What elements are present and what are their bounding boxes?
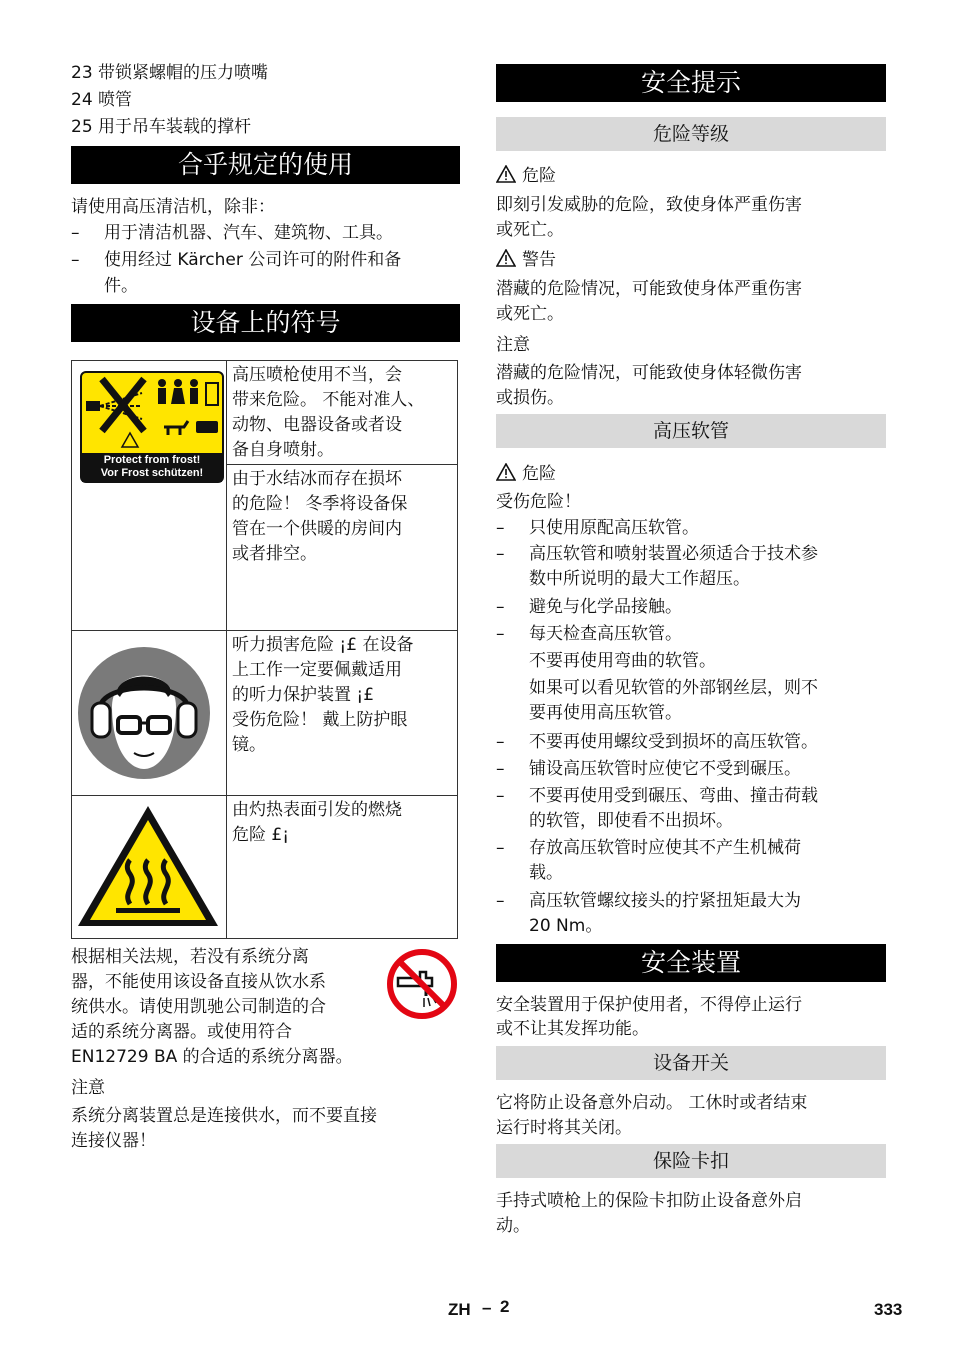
warning-heading: [496, 247, 556, 273]
hose-danger-heading: [496, 461, 556, 487]
devices-intro-line: 或不让其发挥功能。: [496, 1019, 649, 1039]
dash-marker: –: [496, 597, 505, 617]
dash-marker: –: [496, 786, 505, 806]
warning-label: 警告: [522, 250, 556, 270]
list-item: [71, 247, 460, 299]
no-direct-drinking-water-icon: [386, 948, 458, 1020]
hot-surface-text: [227, 796, 457, 848]
dash-marker: –: [496, 544, 505, 564]
hose-item: 数中所说明的最大工作超压。: [529, 569, 750, 589]
list-item-25: 25 用于吊车装载的撑杆: [71, 117, 252, 137]
note-text-line: 或损伤。: [496, 388, 564, 408]
injury-warning: 受伤危险！: [496, 492, 581, 512]
dash-marker: –: [71, 250, 80, 270]
dash-marker: –: [496, 838, 505, 858]
footer-language: ZH: [448, 1300, 471, 1319]
footer-section-number: 2: [500, 1297, 510, 1316]
symbols-table: [71, 360, 458, 939]
note-text-line: 连接仪器！: [71, 1131, 156, 1151]
ppe-text-cell: [227, 631, 458, 796]
text-line: 的危险！ 冬季将设备保: [232, 494, 408, 514]
separator-text-line: 器，不能使用该设备直接从饮水系: [71, 972, 326, 992]
section-title-safety-devices: 安全装置: [496, 944, 886, 982]
section-title-symbols: 设备上的符号: [71, 304, 460, 342]
text-line: 镜。: [232, 735, 266, 755]
text-line: 由于水结冰而存在损坏: [232, 469, 402, 489]
footer-dash: –: [482, 1298, 492, 1317]
separator-text-line: 根据相关法规，若没有系统分离: [71, 947, 309, 967]
list-item: [71, 220, 460, 246]
separator-text-line: 适的系统分离器。或使用符合: [71, 1022, 292, 1042]
hose-item: 只使用原配高压软管。: [529, 518, 699, 538]
subsection-title-hose: 高压软管: [496, 414, 886, 448]
text-line: 备自身喷射。: [232, 440, 334, 460]
text-line: 上工作一定要佩戴适用: [232, 660, 402, 680]
hose-item: 存放高压软管时应使其不产生机械荷: [529, 838, 801, 858]
warning-triangle-icon: [496, 165, 516, 183]
list-item-23: 23 带锁紧螺帽的压力喷嘴: [71, 63, 269, 83]
section-title-intended-use: 合乎规定的使用: [71, 146, 460, 184]
switch-text-line: 它将防止设备意外启动。 工休时或者结束: [496, 1093, 808, 1113]
hose-item: 高压软管螺纹接头的拧紧扭矩最大为: [529, 891, 801, 911]
danger-heading: [496, 163, 556, 189]
text-line: 高压喷枪使用不当，会: [232, 365, 402, 385]
frost-warning-text: [227, 465, 457, 567]
danger-label: 危险: [522, 166, 556, 186]
catch-text-line: 手持式喷枪上的保险卡扣防止设备意外启: [496, 1191, 802, 1211]
hot-surface-warning-icon: [72, 796, 226, 934]
note-label: 注意: [496, 335, 530, 355]
note-text-line: 潜藏的危险情况，可能致使身体轻微伤害: [496, 363, 802, 383]
subsection-title-danger-levels: 危险等级: [496, 117, 886, 151]
text-line: 管在一个供暖的房间内: [232, 519, 402, 539]
dash-marker: –: [496, 518, 505, 538]
bullet-text: 用于清洁机器、汽车、建筑物、工具。: [104, 223, 393, 243]
hot-surface-text-cell: [227, 796, 458, 939]
hose-item: 铺设高压软管时应使它不受到碾压。: [529, 759, 801, 779]
hose-item: 不要再使用螺纹受到损坏的高压软管。: [529, 732, 818, 752]
section-title-safety: 安全提示: [496, 64, 886, 102]
list-item-24: 24 喷管: [71, 90, 133, 110]
hose-item: 的软管，即使看不出损坏。: [529, 811, 733, 831]
danger-text-line: 即刻引发威胁的危险，致使身体严重伤害: [496, 195, 802, 215]
frost-warning-sign: [80, 371, 224, 483]
spray-warning-text: [227, 361, 457, 463]
hose-item: 20 Nm。: [529, 916, 603, 936]
dash-marker: –: [496, 891, 505, 911]
frost-label-en: Protect from frost!: [103, 454, 201, 466]
frost-label-de: Vor Frost schützen!: [100, 467, 204, 479]
bullet-text: 件。: [104, 276, 138, 296]
warning-triangle-icon: [496, 249, 516, 267]
bullet-text: 使用经过 Kärcher 公司许可的附件和备: [104, 250, 402, 270]
spray-prohibition-icon: [82, 373, 222, 453]
hose-item: 不要再使用弯曲的软管。: [529, 651, 716, 671]
warning-triangle-icon: [496, 463, 516, 481]
hose-item: 每天检查高压软管。: [529, 624, 682, 644]
danger-text-line: 或死亡。: [496, 220, 564, 240]
hose-item: 不要再使用受到碾压、弯曲、撞击荷载: [529, 786, 818, 806]
text-line: 受伤危险！ 戴上防护眼: [232, 710, 408, 730]
separator-text-line: EN12729 BA 的合适的系统分离器。: [71, 1047, 353, 1067]
frost-sign-cell: [72, 361, 227, 631]
ppe-warning-text: [227, 631, 457, 758]
warning-text-line: 潜藏的危险情况，可能致使身体严重伤害: [496, 279, 802, 299]
hose-item: 如果可以看见软管的外部钢丝层，则不: [529, 678, 818, 698]
danger-label: 危险: [522, 464, 556, 484]
separator-text-line: 统供水。请使用凯驰公司制造的合: [71, 997, 326, 1017]
hose-item: 载。: [529, 863, 563, 883]
dash-marker: –: [496, 624, 505, 644]
hot-surface-sign-cell: [72, 796, 227, 939]
text-line: 动物、电器设备或者设: [232, 415, 402, 435]
page-number: 333: [874, 1300, 903, 1319]
devices-intro-line: 安全装置用于保护使用者，不得停止运行: [496, 995, 802, 1015]
dash-marker: –: [496, 732, 505, 752]
intended-use-intro: 请使用高压清洁机，除非：: [71, 197, 275, 217]
dash-marker: –: [496, 759, 505, 779]
text-line: 由灼热表面引发的燃烧: [232, 800, 402, 820]
spray-warning-text-cell: [227, 361, 458, 465]
note-text-line: 系统分离装置总是连接供水，而不要直接: [71, 1106, 377, 1126]
hose-item: 避免与化学品接触。: [529, 597, 682, 617]
frost-text-cell: [227, 465, 458, 631]
note-label: 注意: [71, 1078, 105, 1098]
catch-text-line: 动。: [496, 1216, 530, 1236]
text-line: 听力损害危险 ¡£ 在设备: [232, 635, 414, 655]
text-line: 危险 £¡: [232, 825, 290, 845]
subsection-title-safety-catch: 保险卡扣: [496, 1144, 886, 1178]
warning-text-line: 或死亡。: [496, 304, 564, 324]
subsection-title-switch: 设备开关: [496, 1046, 886, 1080]
text-line: 或者排空。: [232, 544, 317, 564]
text-line: 带来危险。 不能对准人、: [232, 390, 425, 410]
dash-marker: –: [71, 223, 80, 243]
hose-item: 高压软管和喷射装置必须适合于技术参: [529, 544, 818, 564]
text-line: 的听力保护装置 ¡£: [232, 685, 375, 705]
ppe-sign-cell: [72, 631, 227, 796]
hose-item: 要再使用高压软管。: [529, 703, 682, 723]
hearing-eye-protection-icon: [72, 631, 226, 791]
switch-text-line: 运行时将其关闭。: [496, 1118, 632, 1138]
